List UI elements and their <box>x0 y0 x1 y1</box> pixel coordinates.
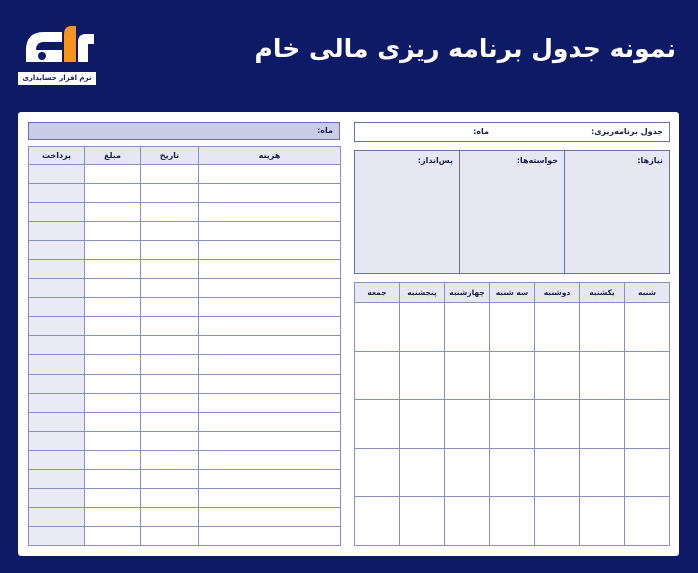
cost-cell[interactable] <box>199 488 341 507</box>
brand-logo <box>18 20 102 86</box>
day-cell[interactable] <box>400 400 445 449</box>
date-cell[interactable] <box>141 355 199 374</box>
day-cell[interactable] <box>625 303 670 352</box>
weekday-sunday: یکشنبه <box>580 283 625 303</box>
payment-cell[interactable] <box>29 393 85 412</box>
day-cell[interactable] <box>625 497 670 546</box>
weekday-thursday: پنجشنبه <box>400 283 445 303</box>
plan-header-bar <box>354 122 670 142</box>
date-cell[interactable] <box>141 241 199 260</box>
payment-cell[interactable] <box>29 317 85 336</box>
week-row <box>355 497 670 546</box>
table-row <box>29 317 341 336</box>
day-cell[interactable] <box>580 351 625 400</box>
day-cell[interactable] <box>490 400 535 449</box>
payment-cell[interactable] <box>29 507 85 526</box>
amount-cell[interactable] <box>85 203 141 222</box>
table-row <box>29 469 341 488</box>
amount-cell[interactable] <box>85 431 141 450</box>
plan-month-label: ماه: <box>473 127 489 136</box>
ledger-month-label: ماه: <box>28 122 340 140</box>
cost-cell[interactable] <box>199 336 341 355</box>
amount-cell[interactable] <box>85 222 141 241</box>
cost-cell[interactable] <box>199 355 341 374</box>
worksheet <box>18 112 679 556</box>
day-cell[interactable] <box>625 400 670 449</box>
date-cell[interactable] <box>141 203 199 222</box>
day-cell[interactable] <box>490 497 535 546</box>
table-row <box>29 526 341 545</box>
payment-cell[interactable] <box>29 241 85 260</box>
amount-cell[interactable] <box>85 412 141 431</box>
expense-table <box>28 146 341 546</box>
payment-cell[interactable] <box>29 222 85 241</box>
column-header-cost: هزینه <box>199 147 341 165</box>
amount-cell[interactable] <box>85 526 141 545</box>
amount-cell[interactable] <box>85 469 141 488</box>
day-cell[interactable] <box>445 448 490 497</box>
cost-cell[interactable] <box>199 431 341 450</box>
payment-cell[interactable] <box>29 279 85 298</box>
week-row <box>355 448 670 497</box>
weekday-tuesday: سه شنبه <box>490 283 535 303</box>
day-cell[interactable] <box>355 448 400 497</box>
payment-cell[interactable] <box>29 355 85 374</box>
day-cell[interactable] <box>355 497 400 546</box>
cost-cell[interactable] <box>199 317 341 336</box>
logo-tagline: نرم افزار حسابداری <box>18 72 96 85</box>
cost-cell[interactable] <box>199 241 341 260</box>
date-cell[interactable] <box>141 336 199 355</box>
table-row <box>29 393 341 412</box>
savings-box[interactable]: پس‌انداز: <box>355 151 459 273</box>
day-cell[interactable] <box>535 448 580 497</box>
cost-cell[interactable] <box>199 298 341 317</box>
plan-category-boxes <box>354 150 670 274</box>
day-cell[interactable] <box>490 303 535 352</box>
date-cell[interactable] <box>141 412 199 431</box>
date-cell[interactable] <box>141 165 199 184</box>
column-header-payment: پرداخت <box>29 147 85 165</box>
day-cell[interactable] <box>625 351 670 400</box>
payment-cell[interactable] <box>29 431 85 450</box>
amount-cell[interactable] <box>85 393 141 412</box>
cost-cell[interactable] <box>199 165 341 184</box>
amount-cell[interactable] <box>85 317 141 336</box>
day-cell[interactable] <box>445 303 490 352</box>
cost-cell[interactable] <box>199 507 341 526</box>
table-row <box>29 374 341 393</box>
amount-cell[interactable] <box>85 355 141 374</box>
table-row <box>29 431 341 450</box>
table-row <box>29 279 341 298</box>
weekday-saturday: شنبه <box>625 283 670 303</box>
day-cell[interactable] <box>580 448 625 497</box>
payment-cell[interactable] <box>29 165 85 184</box>
column-header-amount: مبلغ <box>85 147 141 165</box>
plan-label: جدول برنامه‌ریزی: <box>591 127 663 136</box>
amount-cell[interactable] <box>85 298 141 317</box>
day-cell[interactable] <box>625 448 670 497</box>
table-row <box>29 507 341 526</box>
cost-cell[interactable] <box>199 526 341 545</box>
date-cell[interactable] <box>141 431 199 450</box>
day-cell[interactable] <box>445 351 490 400</box>
week-row <box>355 351 670 400</box>
weekday-header-row <box>355 283 670 303</box>
amount-cell[interactable] <box>85 336 141 355</box>
day-cell[interactable] <box>535 497 580 546</box>
budget-plan-panel <box>354 122 670 546</box>
date-cell[interactable] <box>141 260 199 279</box>
expense-ledger-panel <box>28 122 340 546</box>
table-row <box>29 336 341 355</box>
payment-cell[interactable] <box>29 184 85 203</box>
table-row <box>29 298 341 317</box>
date-cell[interactable] <box>141 317 199 336</box>
wants-box[interactable]: خواسته‌ها: <box>459 151 564 273</box>
page-title: نمونه جدول برنامه ریزی مالی خام <box>254 34 676 63</box>
table-row <box>29 412 341 431</box>
day-cell[interactable] <box>355 303 400 352</box>
date-cell[interactable] <box>141 298 199 317</box>
cost-cell[interactable] <box>199 393 341 412</box>
date-cell[interactable] <box>141 507 199 526</box>
cost-cell[interactable] <box>199 203 341 222</box>
day-cell[interactable] <box>490 351 535 400</box>
date-cell[interactable] <box>141 279 199 298</box>
date-cell[interactable] <box>141 450 199 469</box>
cost-cell[interactable] <box>199 222 341 241</box>
day-cell[interactable] <box>535 400 580 449</box>
date-cell[interactable] <box>141 222 199 241</box>
amount-cell[interactable] <box>85 165 141 184</box>
day-cell[interactable] <box>355 400 400 449</box>
table-row <box>29 184 341 203</box>
amount-cell[interactable] <box>85 279 141 298</box>
logo-mark-icon <box>18 20 102 72</box>
day-cell[interactable] <box>445 497 490 546</box>
day-cell[interactable] <box>490 448 535 497</box>
day-cell[interactable] <box>400 351 445 400</box>
day-cell[interactable] <box>400 497 445 546</box>
week-row <box>355 303 670 352</box>
payment-cell[interactable] <box>29 412 85 431</box>
payment-cell[interactable] <box>29 469 85 488</box>
table-row <box>29 450 341 469</box>
payment-cell[interactable] <box>29 526 85 545</box>
amount-cell[interactable] <box>85 507 141 526</box>
payment-cell[interactable] <box>29 336 85 355</box>
cost-cell[interactable] <box>199 279 341 298</box>
table-row <box>29 165 341 184</box>
cost-cell[interactable] <box>199 260 341 279</box>
weekly-calendar-table <box>354 282 670 546</box>
date-cell[interactable] <box>141 374 199 393</box>
table-row <box>29 260 341 279</box>
cost-cell[interactable] <box>199 450 341 469</box>
weekday-wednesday: چهارشنبه <box>445 283 490 303</box>
weekday-friday: جمعه <box>355 283 400 303</box>
table-row <box>29 241 341 260</box>
date-cell[interactable] <box>141 526 199 545</box>
table-row <box>29 222 341 241</box>
payment-cell[interactable] <box>29 298 85 317</box>
weekday-monday: دوشنبه <box>535 283 580 303</box>
payment-cell[interactable] <box>29 203 85 222</box>
cost-cell[interactable] <box>199 412 341 431</box>
needs-box[interactable]: نیازها: <box>564 151 669 273</box>
cost-cell[interactable] <box>199 374 341 393</box>
day-cell[interactable] <box>535 303 580 352</box>
payment-cell[interactable] <box>29 488 85 507</box>
payment-cell[interactable] <box>29 260 85 279</box>
table-row <box>29 355 341 374</box>
date-cell[interactable] <box>141 469 199 488</box>
column-header-date: تاریخ <box>141 147 199 165</box>
day-cell[interactable] <box>355 351 400 400</box>
cost-cell[interactable] <box>199 184 341 203</box>
day-cell[interactable] <box>535 351 580 400</box>
day-cell[interactable] <box>400 448 445 497</box>
payment-cell[interactable] <box>29 374 85 393</box>
amount-cell[interactable] <box>85 450 141 469</box>
day-cell[interactable] <box>580 497 625 546</box>
amount-cell[interactable] <box>85 488 141 507</box>
amount-cell[interactable] <box>85 184 141 203</box>
date-cell[interactable] <box>141 393 199 412</box>
day-cell[interactable] <box>580 400 625 449</box>
amount-cell[interactable] <box>85 260 141 279</box>
cost-cell[interactable] <box>199 469 341 488</box>
date-cell[interactable] <box>141 184 199 203</box>
payment-cell[interactable] <box>29 450 85 469</box>
day-cell[interactable] <box>580 303 625 352</box>
day-cell[interactable] <box>400 303 445 352</box>
amount-cell[interactable] <box>85 374 141 393</box>
amount-cell[interactable] <box>85 241 141 260</box>
table-row <box>29 203 341 222</box>
expense-table-header <box>29 147 341 165</box>
table-row <box>29 488 341 507</box>
week-row <box>355 400 670 449</box>
day-cell[interactable] <box>445 400 490 449</box>
date-cell[interactable] <box>141 488 199 507</box>
